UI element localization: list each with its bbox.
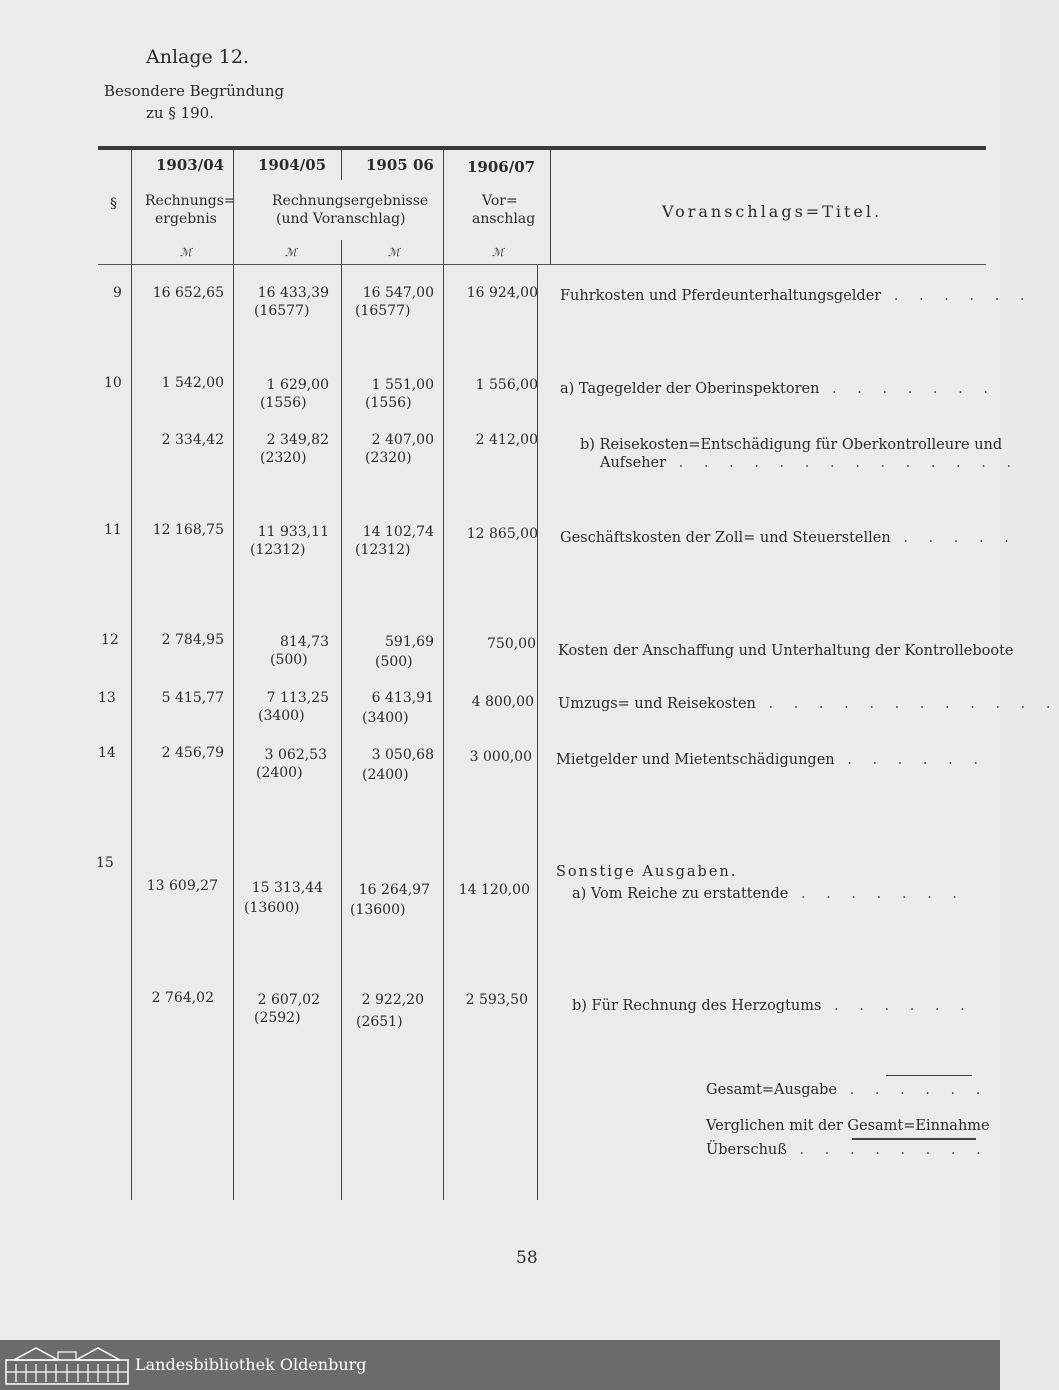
row-v1905: 6 413,91 — [371, 690, 434, 706]
col-header-1906-sub1: Vor= — [482, 193, 518, 209]
col-header-1903-sub2: ergebnis — [155, 211, 217, 227]
row-v1905: 16 547,00 — [362, 285, 434, 301]
row-par: 11 — [104, 522, 122, 538]
row-v1903: 2 784,95 — [161, 632, 224, 648]
row-v1904: 814,73 — [280, 634, 329, 650]
table-header-rule — [98, 264, 986, 265]
row-v1905: 14 102,74 — [362, 524, 434, 540]
row-v1906: 14 120,00 — [458, 882, 530, 898]
row-v1904: 2 349,82 — [266, 432, 329, 448]
row-par: 15 — [96, 855, 114, 871]
unit-col4: ℳ — [492, 246, 504, 259]
col-header-1903: 1903/04 — [156, 156, 225, 174]
col-header-1903-sub1: Rechnungs= — [145, 193, 236, 209]
row-par: 9 — [113, 285, 122, 301]
col-divider-4 — [443, 150, 444, 1200]
row-v1904-budget: (16577) — [254, 303, 310, 319]
row-v1906: 12 865,00 — [466, 526, 538, 542]
row-v1904-budget: (1556) — [260, 395, 307, 411]
row-v1904: 3 062,53 — [264, 747, 327, 763]
row-v1905: 591,69 — [385, 634, 434, 650]
row-title: b) Reisekosten=Entschädigung für Oberkontrolleure und — [580, 437, 1003, 453]
col-header-1904-1905-sub1: Rechnungsergebnisse — [272, 193, 429, 209]
table-top-rule — [98, 146, 986, 150]
gesamt-ausgabe: Gesamt=Ausgabe . . . . . . — [706, 1082, 989, 1098]
col-divider-3 — [341, 150, 342, 180]
row-v1904: 7 113,25 — [266, 690, 329, 706]
row-v1906: 3 000,00 — [469, 749, 532, 765]
row-v1904-budget: (2320) — [260, 450, 307, 466]
row-v1904-budget: (500) — [270, 652, 308, 668]
row-v1905: 1 551,00 — [371, 377, 434, 393]
row-v1904-budget: (3400) — [258, 708, 305, 724]
unit-col2: ℳ — [285, 246, 297, 259]
library-building-icon — [6, 1344, 128, 1386]
row-v1903: 5 415,77 — [161, 690, 224, 706]
unit-col1: ℳ — [180, 246, 192, 259]
row-title: Umzugs= und Reisekosten . . . . . . . . . . . . — [558, 696, 1059, 712]
row-title: b) Für Rechnung des Herzogtums . . . . . . — [572, 998, 973, 1014]
row-v1905-budget: (2651) — [356, 1014, 403, 1030]
row-v1904: 11 933,11 — [257, 524, 329, 540]
row-title: Kosten der Anschaffung und Unterhaltung der Kontrolleboote — [558, 643, 1014, 659]
unit-col3: ℳ — [388, 246, 400, 259]
row-v1905: 3 050,68 — [371, 747, 434, 763]
row-v1905-budget: (3400) — [362, 710, 409, 726]
row-title: Mietgelder und Mietentschädigungen . . . . . . — [556, 752, 986, 768]
row-v1904-budget: (2400) — [256, 765, 303, 781]
library-name[interactable]: Landesbibliothek Oldenburg — [135, 1355, 367, 1374]
ueberschuss-label: Überschuß . . . . . . . . — [706, 1142, 989, 1158]
row-title: a) Tagegelder der Oberinspektoren . . . . . . . — [560, 381, 996, 397]
row-v1905-budget: (2320) — [365, 450, 412, 466]
row-v1903: 12 168,75 — [152, 522, 224, 538]
row-v1905-budget: (500) — [375, 654, 413, 670]
row-v1904: 16 433,39 — [257, 285, 329, 301]
row-v1903: 13 609,27 — [146, 878, 218, 894]
row-par: 13 — [98, 690, 116, 706]
col-divider-1 — [131, 150, 132, 1200]
row-v1905-budget: (13600) — [350, 902, 406, 918]
col-header-1906: 1906/07 — [467, 158, 536, 176]
library-footer — [0, 1340, 1000, 1390]
row-v1905: 2 407,00 — [371, 432, 434, 448]
row-v1905-budget: (12312) — [355, 542, 411, 558]
col-header-1906-sub2: anschlag — [472, 211, 536, 227]
row-v1905-budget: (2400) — [362, 767, 409, 783]
row-par: 10 — [104, 375, 122, 391]
sum-rule — [886, 1075, 972, 1076]
col-header-1904-1905-sub2: (und Voranschlag) — [276, 211, 406, 227]
row-v1905: 2 922,20 — [361, 992, 424, 1008]
row-v1906: 750,00 — [487, 636, 536, 652]
row-v1906: 2 412,00 — [475, 432, 538, 448]
begruendung-title: Besondere Begründung — [104, 82, 285, 100]
col-header-paragraph: § — [110, 196, 117, 212]
row-title: a) Vom Reiche zu erstattende . . . . . . . — [572, 886, 965, 902]
row-v1904: 1 629,00 — [266, 377, 329, 393]
row-v1904-budget: (13600) — [244, 900, 300, 916]
row-v1904-budget: (12312) — [250, 542, 306, 558]
row-v1906: 16 924,00 — [466, 285, 538, 301]
row-v1905: 16 264,97 — [358, 882, 430, 898]
row-title-heading: Sonstige Ausgaben. — [556, 864, 738, 880]
row-v1903: 1 542,00 — [161, 375, 224, 391]
paragraph-ref: zu § 190. — [146, 104, 214, 122]
page-number: 58 — [516, 1248, 538, 1268]
row-title: Fuhrkosten und Pferdeunterhaltungsgelder . . . . . . — [560, 288, 1033, 304]
row-v1906: 2 593,50 — [465, 992, 528, 1008]
row-v1906: 1 556,00 — [475, 377, 538, 393]
row-v1906: 4 800,00 — [471, 694, 534, 710]
col-header-1905: 1905 06 — [366, 156, 434, 174]
row-v1904: 2 607,02 — [257, 992, 320, 1008]
einnahme-underline — [852, 1138, 976, 1140]
row-v1903: 2 456,79 — [161, 745, 224, 761]
row-v1904-budget: (2592) — [254, 1010, 301, 1026]
row-v1903: 2 334,42 — [161, 432, 224, 448]
row-par: 12 — [101, 632, 119, 648]
row-v1903: 16 652,65 — [152, 285, 224, 301]
row-v1905-budget: (16577) — [355, 303, 411, 319]
col-divider-2 — [233, 150, 234, 1200]
row-title: Geschäftskosten der Zoll= und Steuerstellen . . . . . — [560, 530, 1017, 546]
anlage-title: Anlage 12. — [146, 46, 250, 68]
row-v1904: 15 313,44 — [251, 880, 323, 896]
row-title-cont: Aufseher . . . . . . . . . . . . . . — [600, 455, 1020, 471]
col-header-1904: 1904/05 — [258, 156, 327, 174]
col-divider-5 — [550, 150, 551, 264]
verglichen-label: Verglichen mit der Gesamt=Einnahme — [706, 1118, 990, 1134]
col-header-title: Voranschlags=Titel. — [662, 202, 883, 221]
row-par: 14 — [98, 745, 116, 761]
col-divider-5b — [537, 264, 538, 1200]
row-v1905-budget: (1556) — [365, 395, 412, 411]
row-v1903: 2 764,02 — [151, 990, 214, 1006]
